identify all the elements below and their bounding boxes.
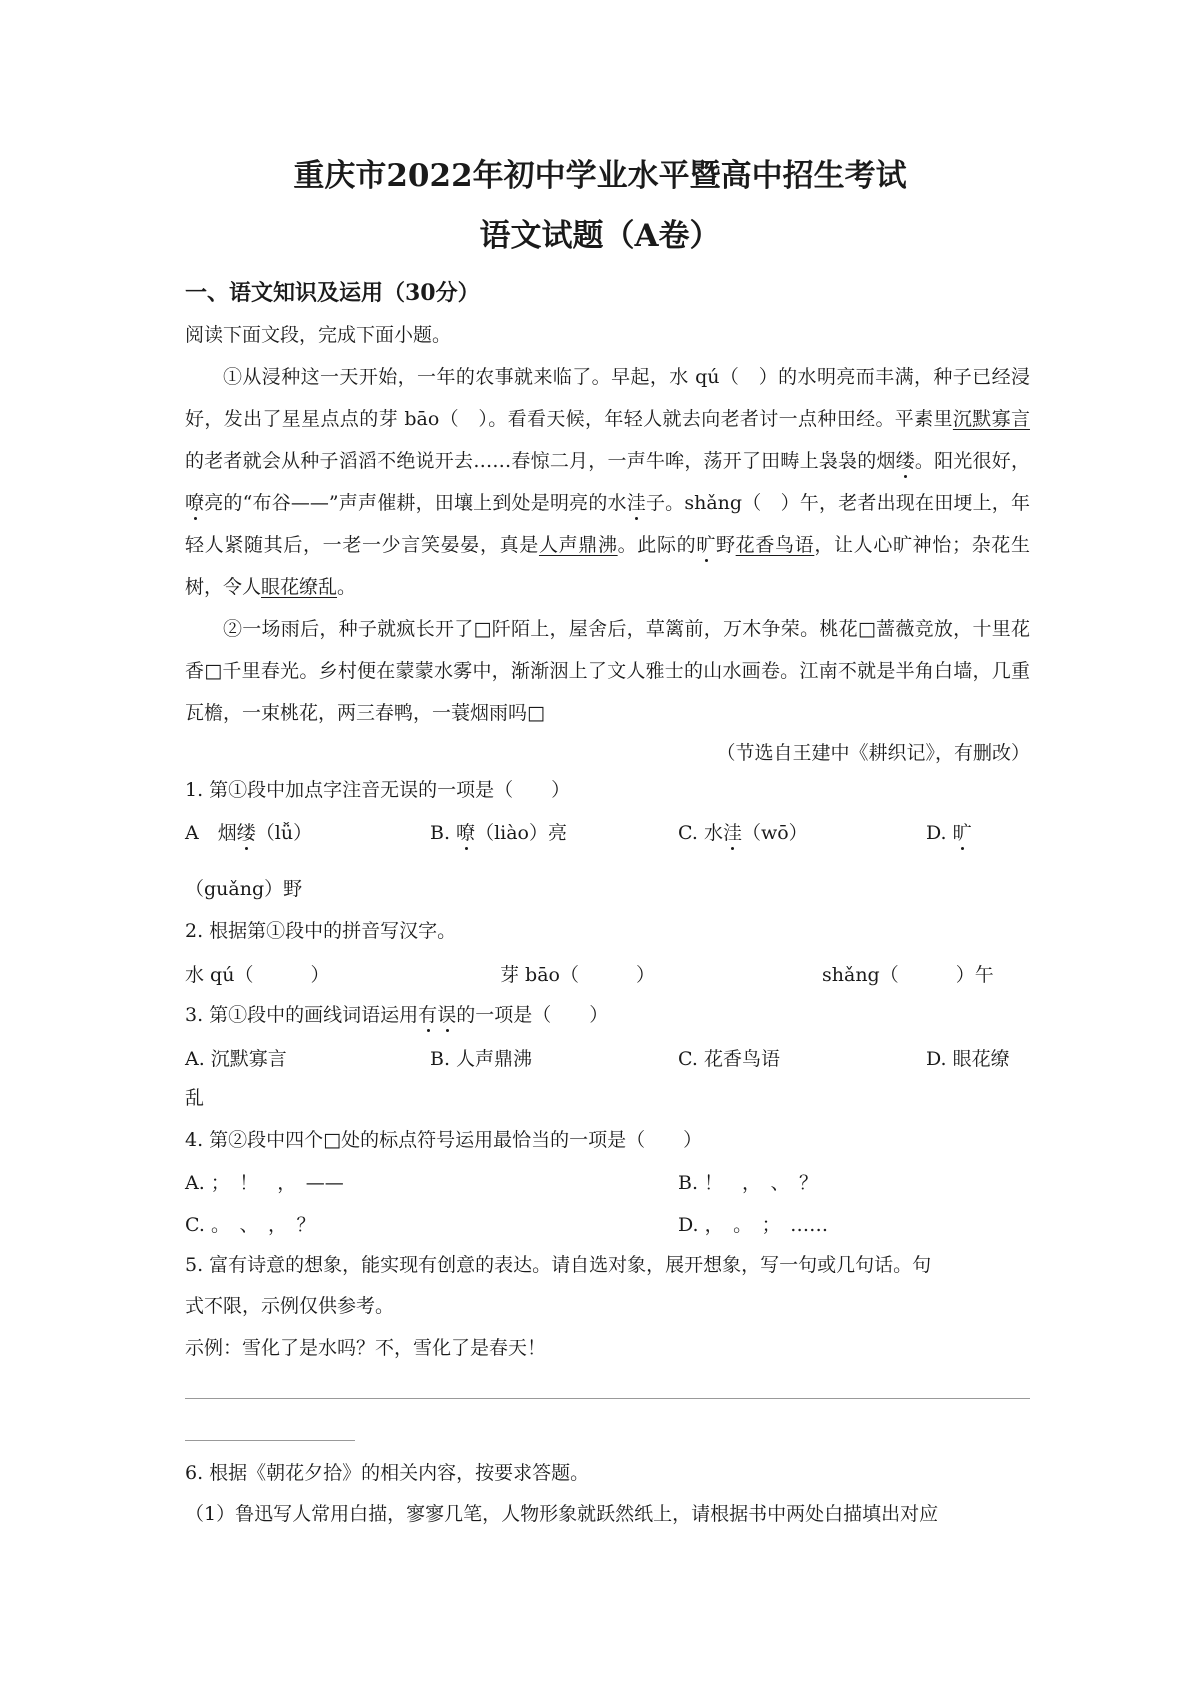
q4-option-a: A. ； ！ ， —— (185, 1172, 344, 1194)
q1-stem: 1. 第①段中加点字注音无误的一项是（ ） (185, 779, 571, 801)
q5-stem-line-2: 式不限，示例仅供参考。 (185, 1295, 395, 1317)
q2-stem: 2. 根据第①段中的拼音写汉字。 (185, 920, 457, 942)
q1-option-a: A 烟缕（lǚ） (185, 822, 313, 844)
section-intro: 阅读下面文段，完成下面小题。 (185, 324, 452, 346)
underlined-word-1: 沉默寡言 (952, 408, 1030, 430)
dotted-char-3: 洼 (626, 492, 646, 514)
q3-stem: 3. 第①段中的画线词语运用有误的一项是（ ） (185, 1004, 609, 1026)
q6-sub1: （1）鲁迅写人常用白描，寥寥几笔，人物形象就跃然纸上，请根据书中两处白描填出对应 (185, 1503, 939, 1525)
answer-line-2[interactable] (185, 1440, 355, 1441)
answer-line-1[interactable] (185, 1398, 1030, 1399)
q4-stem: 4. 第②段中四个□处的标点符号运用最恰当的一项是（ ） (185, 1129, 703, 1151)
passage-paragraph-1: ①从浸种这一天开始，一年的农事就来临了。早起，水 qú（ ）的水明亮而丰满，种子已经浸好，发出了星星点点的芽 bāo（ ）。看看天候，年轻人就去向老者讨一点种田经。平素里沉默寡言的老者就会从种子滔滔不绝说开去……春惊二月，一声牛哞，荡开了田畴上袅袅的烟缕。阳光很好，嘹亮的“布谷——”声声催耕，田壤上到处是明亮的水洼子。shǎng（ ）午，老者出现在田埂上，年轻人紧随其后，一老一少言笑晏晏，真是人声鼎沸。此际的旷野花香鸟语，让人心旷神怡；杂花生树，令人眼花缭乱。 (185, 366, 1030, 598)
q4-option-c: C. 。 、 ， ？ (185, 1214, 316, 1236)
q2-blank-3: shǎng（ ）午 (822, 964, 994, 986)
q1-option-d: D. 旷 (926, 822, 972, 844)
q1-option-b: B. 嘹（liào）亮 (430, 822, 567, 844)
underlined-word-3: 花香鸟语 (735, 534, 815, 556)
q2-blank-1: 水 qú（ ） (185, 964, 330, 986)
q3-option-d: D. 眼花缭 (926, 1048, 1010, 1070)
section-heading: 一、语文知识及运用（30分） (185, 280, 480, 306)
dotted-char-1: 缕 (895, 450, 915, 472)
q3-option-d-cont: 乱 (185, 1087, 205, 1109)
q6-stem: 6. 根据《朝花夕拾》的相关内容，按要求答题。 (185, 1462, 590, 1484)
q5-stem-line-1: 5. 富有诗意的想象，能实现有创意的表达。请自选对象，展开想象，写一句或几句话。句 (185, 1254, 932, 1276)
q4-option-d: D. ， 。 ； …… (678, 1214, 829, 1236)
passage-paragraph-2: ②一场雨后，种子就疯长开了□阡陌上，屋舍后，草篱前，万木争荣。桃花□蔷薇竞放，十里花香□千里春光。乡村便在蒙蒙水雾中，渐渐洇上了文人雅士的山水画卷。江南不就是半角白墙，几重瓦檐，一束桃花，两三春鸭，一蓑烟雨吗□ (185, 618, 1030, 724)
exam-subtitle: 语文试题（A卷） (479, 218, 721, 254)
q4-option-b: B. ！ ， 、 ？ (678, 1172, 819, 1194)
q3-option-b: B. 人声鼎沸 (430, 1048, 533, 1070)
q2-blank-2: 芽 bāo（ ） (500, 964, 655, 986)
underlined-word-4: 眼花缭乱 (261, 576, 338, 598)
q3-option-c: C. 花香鸟语 (678, 1048, 780, 1070)
exam-title: 重庆市2022年初中学业水平暨高中招生考试 (293, 158, 907, 194)
dotted-char-4: 旷 (696, 534, 716, 556)
q5-example: 示例：雪化了是水吗？不，雪化了是春天！ (185, 1337, 547, 1359)
passage-source: （节选自王建中《耕织记》，有删改） (716, 742, 1030, 764)
dotted-char-2: 嘹 (185, 492, 205, 514)
underlined-word-2: 人声鼎沸 (538, 534, 618, 556)
q1-option-d-cont: （guǎng）野 (185, 878, 303, 900)
q1-option-c: C. 水洼（wō） (678, 822, 808, 844)
q3-option-a: A. 沉默寡言 (185, 1048, 287, 1070)
